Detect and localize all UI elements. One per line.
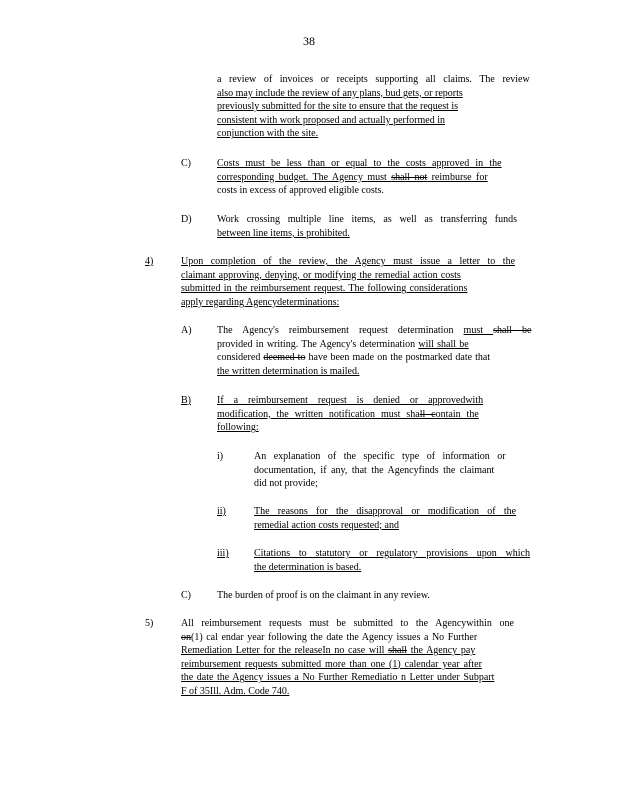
item-5-paragraph — [181, 617, 514, 699]
item-label: i) — [217, 451, 224, 462]
page-number: 38 — [303, 34, 315, 48]
text-line: also may include the review of any plans, bud gets, or reports — [217, 87, 463, 99]
text-line: documentation, if any, that the Agencyfinds the claimant — [254, 464, 495, 476]
item-c-costs-paragraph — [217, 157, 502, 198]
item-d-paragraph — [217, 213, 517, 240]
text-line: apply regarding Agencydeterminations: — [181, 296, 340, 308]
text-line: If a reimbursement request is denied or approvedwith — [217, 395, 484, 406]
text-line: corresponding budget. The Agency must shall not reimburse for — [217, 171, 488, 183]
item-label: D) — [181, 214, 192, 225]
item-label: C) — [181, 590, 191, 601]
inserted-text: must — [367, 171, 392, 183]
item-4b-iii-paragraph — [254, 547, 530, 574]
item-label: iii) — [217, 548, 229, 559]
text-line: The reasons for the disapproval or modification of the — [254, 506, 517, 517]
text-line: submitted in the reimbursement request. The following considerations — [181, 283, 468, 295]
item-4b-i-paragraph — [254, 450, 506, 491]
item-label: 5) — [145, 618, 154, 629]
item-label: A) — [181, 325, 192, 336]
deleted-text: ll c — [419, 408, 436, 420]
text-line: All reimbursement requests must be submitted to the Agencywithin one — [181, 618, 514, 629]
inserted-text: will shall be — [418, 338, 469, 350]
text-line: following: — [217, 422, 259, 434]
item-4-paragraph — [181, 255, 515, 309]
deleted-text: shall — [388, 645, 408, 657]
text-line: the written determination is mailed. — [217, 365, 360, 377]
text-line: Remediation Letter for the releaseIn no case will shall the Agency pay — [181, 645, 476, 657]
text-line: Work crossing multiple line items, as well as transferring funds — [217, 214, 518, 225]
deleted-text: shall not — [391, 171, 428, 183]
text-line: the determination is based. — [254, 561, 362, 573]
item-label: C) — [181, 158, 191, 169]
deleted-text: deemed to — [263, 352, 306, 364]
item-label: B) — [181, 395, 191, 406]
review-paragraph — [217, 73, 530, 141]
text-line: claimant approving, denying, or modifying the remedial action costs — [181, 269, 461, 281]
item-label: 4) — [145, 256, 154, 267]
deleted-text: shall be — [493, 325, 532, 336]
text-line: between line items, is prohibited. — [217, 227, 350, 239]
item-4b-paragraph — [217, 394, 483, 435]
text-line: An explanation of the specific type of information or — [254, 451, 506, 462]
text-line: Upon completion of the review, the Agency must issue a letter to the — [181, 256, 516, 267]
text-line: considered deemed to have been made on the postmarked date that — [217, 352, 491, 364]
text-line: previously submitted for the site to ensure that the request is — [217, 101, 459, 113]
text-line: reimbursement requests submitted more than one (1) calendar year after — [181, 658, 482, 670]
text-line: did not provide; — [254, 478, 318, 490]
item-label: ii) — [217, 506, 226, 517]
text-line: The Agency's reimbursement request determination must shall be — [217, 325, 532, 336]
deleted-text: on — [181, 631, 191, 643]
text-line: on(1) cal endar year following the date the Agency issues a No Further — [181, 631, 478, 643]
text-line: F of 35Ill. Adm. Code 740. — [181, 685, 290, 697]
item-4c-paragraph — [217, 589, 430, 603]
text-line: modification, the written notification must shall contain the — [217, 408, 479, 420]
item-4b-ii-paragraph — [254, 505, 516, 532]
inserted-text: must — [463, 325, 494, 336]
text-line: a review of invoices or receipts supporting all claims. The review — [217, 74, 530, 85]
item-4a-paragraph — [217, 324, 531, 378]
text-line: the date the Agency issues a No Further Remediatio n Letter under Subpart — [181, 672, 495, 684]
text-line: consistent with work proposed and actually performed in — [217, 114, 445, 126]
text-line: remedial action costs requested; and — [254, 519, 399, 531]
text-line: provided in writing. The Agency's determination will shall be — [217, 338, 469, 350]
text-line: conjunction with the site. — [217, 128, 319, 140]
text-line: Costs must be less than or equal to the costs approved in the — [217, 158, 502, 169]
text-line: Citations to statutory or regulatory provisions upon which — [254, 548, 530, 559]
text-line: The burden of proof is on the claimant in any review. — [217, 590, 430, 601]
text-line: costs in excess of approved eligible costs. — [217, 185, 384, 197]
